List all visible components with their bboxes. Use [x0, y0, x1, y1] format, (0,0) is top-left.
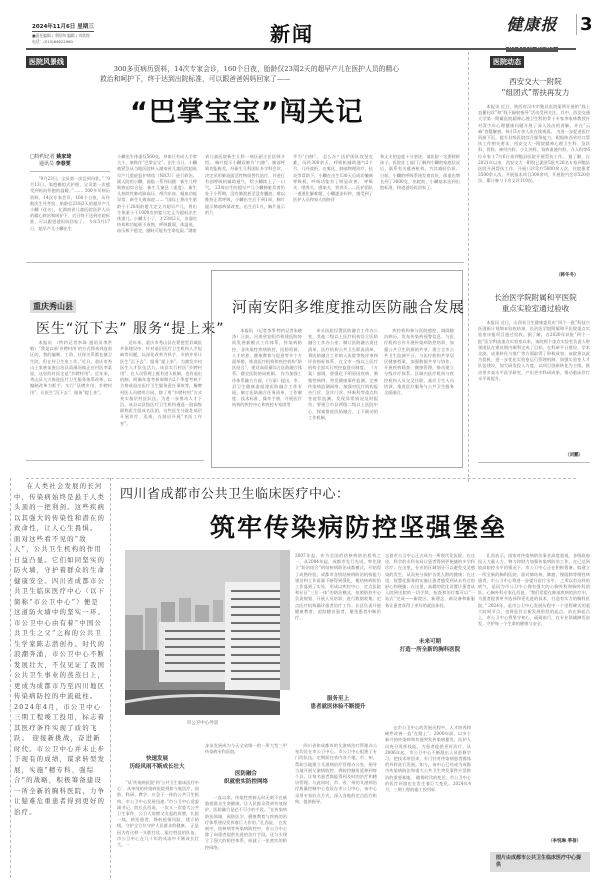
article2-headline-line2: 重点实验室通过验收	[501, 304, 570, 313]
feature-bottom-rule	[26, 262, 464, 263]
sichuan-credit: （李悦琳 季蓓）	[548, 839, 582, 844]
byline-role: □特约记者	[30, 154, 55, 160]
photo-credit-box: 图片由成都市公共卫生临床医疗中心提供	[490, 852, 590, 872]
section-f-body: 孔西表示，国家对传染病防治事业高度重视，各级政府投入大量人力、物力和财力加强传染病防治工作。在已达到较高防控水平的情况下，市公卫中心正在积极筹备，拟建立一所全新的胸科医院，面对肺结核、肺癌、慢阻肺等慢性病患者，市公卫中心将进一步提升医疗水平。 之所以有这样的底气，是因为市公卫中心拥有强大的心胸外科和胸外科团队。心胸外科专家孔西说，“我们希望在肺部疾病的治疗中，为患者提供更多选择和更先进的技术，打造有实力的胸科医院。” 2024年，是市公卫中心发展历程中一个里程碑式的重大时间节点，也将是其全新发展阶段的起点。站在新起点上，市公卫中心将坚守初心，砥砺前行，在专业领域踔厉奋发，守护每一个生命的健康与安全。	[478, 553, 590, 627]
section-c-continued: 2007年起，作为全国的结核病防治机构之一，从2004年起，成都市先行先试，率先建立“防治结合”的结核病防治成都模式，开始得了成熟经验，成都市各级结核病防治机构能力建设和工作质量不断得到强化，使结核病防治工作落到了实处，形成以疾控中心、定点医院和社区“三位一体”的防治模式，按照防控中心负责规划、开展人员培训，进行数据收集；定点医疗机构确诊患者治疗工作；社区负责开展健康教育，追踪随访患者，避免患者中断治疗。	[295, 553, 381, 621]
chongqing-tag: 重庆秀山县	[30, 300, 76, 313]
feature-column-1: “9月23日，宝贝第一次尝到母乳。” “9月13日，家庭模拟式护理，宝贝第一次感受到妈妈怀抱的温暖。” …… 300多页病历资料，14次专家会诊，160个日夜，历经数次生死考验，胎龄仅23周2天的超早产儿小麟（化名），在湖南省儿童医院医护人员的精心救治和呵护下，近日终于达到出院标准，可以跟爸爸妈妈回家了。 今年5月17日，超早产儿小麟出生	[30, 176, 110, 231]
article2-body: 本报讯 近日，山西省卫生健康委发布“四个一批”科技兴医创新计划期末验收结果，长治医学院附属和平医院重点实验室申报项目通过验收。据了解，自2020年获批“四个一批”医学科技重点实验室以来，该院两个重点实验室负责人带领团队在建设期内顺利完成了目标，在科研平台建设、学术交流、成果转化与推广等方面取得了积极成效。该院将以此为契机，进一步优化实验室运行管理机制，加强实验室人才队伍建设，加大研发投入力度，以项目创新转化为主线，推动更多高水平医学研究，产出更多科研成果，推动临床诊疗水平再提升。	[478, 320, 590, 381]
feature-column-3: 省儿童医院新生儿科一病区副主任医师介绍。 胸片提示小麟双肺为“白肺”，肺部呼吸功能极差，经新生儿科团队多学科会诊，决定采用肺表面活性物质替代治疗，并进行有创呼吸机辅助通气，给小麟续上了一口气。 23周出生的超早产儿小麟肺脏发育仍处于小管期，没有肺泡甚至没有囊泡，难以维持正常呼吸。小麟出生后不到1周，胸片提示肺部病情改变，出生后1月，胸片显示的几	[205, 154, 285, 215]
page-number: 3	[576, 14, 593, 35]
section-e-body: 志着市公卫中心正式成为一所现代化医院。在这里，科学的专科布局让患者得到更便捷的多学科诊疗；在这里，专业的区域划分可以避免交叉感染的发生，从而充分保护各类人群的健康；在这里，智慧化服务的实施让患者感受到从未有过的舒心和便捷；在这里，高精的优化设置让患者从入院到出院的一切手续，检查和治疗都可以“一站式”完成——新院区、新理念、新设备和新服务让患者获得了更好的就医体验。	[385, 553, 475, 608]
section-d-subtitle: 患者就医体验不断提升	[310, 704, 366, 710]
section-d-title: 服务至上	[326, 696, 349, 702]
article1-body: 本报讯 近日，陕西省汉中市勉县医院案例开展的“线上直播问诊”和“线下辐射指导”活动受到关注。其中，西安交通大学第一附属医院精神心理卫生科的骨干专家李家林教授针对青少年心理健康问题开展了深入浅出的讲解，并在“云端”答疑解惑，吸引3万余人次在线观看。 为进一步促进医疗资源下沉，提升县级医院综合服务能力，根据陕西省对口帮扶工作相关要求，西安交大一附院精神心理卫生科、急诊科、骨科、神经内科、小儿外科、肾病血液内科、介入科等6位专家于7月6日来到勉县医院开展帮扶工作。 据了解，自2021年以来，西安交大一附院已派驻5批共26名专家到勉县医院开展帮扶工作，开展门诊诊疗5000余人次，住院患者3500余人次，开展技术项目300余项，开展院内会诊520余次，累计参与下乡义诊110次。	[478, 104, 590, 184]
section-a-title: 快速发展	[145, 756, 168, 762]
section-c-body: 四川省和成都市的艾滋病治疗管理办公室均设在市公卫中心。市公卫中心组建了专门的队伍，定期前往省内各个地、市、州，帮助当地建立艾滋病治疗管理办公室，指导当地开展艾滋病防控；将防控触角延伸到每个县，让每名患者都能得到及时的治疗和随访管理。与此同时，市、省、州的艾滋病治疗质量控制中心也设在市公卫中心，该中心采用专家驻点方式，深入各地的定点医疗机构，提供指导。	[295, 743, 377, 804]
section-d-body: 在市公卫中心的发展历程中，人才培养和硬件改善一直“在路上”。2000年前，以多个新兴的传染病和其他突发传染病暴发，医护人员充分发挥技能，为患者提供更好治疗。从2006年起，市公卫中心不断派出人员进修学习，把技术带回来，专门针对传染病患者群体的外科进行发展。如今，该中心已经成为成都市传染病防治和重大公共卫生突发事件应急救治的重要基地。 随着时代的变迁，市公卫中心的医疗环境也在发生着巨大变化。2024年4月，三期工程的竣工投用标	[385, 725, 471, 793]
masthead-info	[32, 22, 94, 44]
chongqing-column-2: 近年来，重庆市秀山县在紧密型县域医共体建设中，针对基层医疗卫生机构人才短缺等问题，以深化改革为抓手，多措并举让医生“沉下去”、服务“提上来”。为激发乡村医生人才队伍活力，该县实行村医“乡聘村用”，在人员管理上既有进人机制，也有退出机制，明确年度考核周期内2个季度考核不合格或退出医疗卫生服务责任事故等，解聘村医人员聘用合同。除了用“乡聘村用”方式充实基层村医队伍，为进一步推动人才下沉，该县以县级医疗卫生机构遴选一批高级职称医生组成名医团，这些医生分批赴基层开展诊疗、巡视，在基层开展“名医工作室”。	[120, 340, 202, 426]
photo-extension-graphic	[280, 550, 290, 690]
henan-headline: 河南安阳多维度推动医防融合发展	[232, 298, 465, 316]
section-d-heading	[295, 695, 381, 711]
feature-tag: 医院风景线	[26, 56, 67, 68]
section-a-heading	[117, 755, 197, 771]
phone-line: 电话：(010)64622960	[32, 39, 73, 44]
article2-headline	[478, 292, 593, 314]
sichuan-column-divider	[110, 478, 111, 878]
chongqing-bottom-rule	[26, 460, 204, 461]
article1-headline	[478, 76, 593, 98]
sidebar-bottom-rule	[478, 462, 590, 463]
feature-byline	[30, 154, 110, 168]
section-f-heading	[385, 638, 475, 654]
section-b-body: 一直以来，传染性疾病无时无刻不在威胁着群众生命健康。让人民群众得到有效保护，医防融合是必不可少的手段。“在传染病防治领域，预防医学、健康教育与疾病的治疗体系建设发挥着巨大作用。”孔西说。 在发展中，结核病等传染病防控中，市公卫中心除了向患者提供先进的治疗手段，还与头建立了强大的防控体系，织就了一张密实的防控网络。	[205, 795, 287, 850]
feature-column-4: 乎为“白肺”。 怎么办？医护团队攻坚克难，历经300余天，呼吸机辅助通气2个月，几经波折，在雾化、肺部物理治疗、抗炎等帮助下，小麟在出生130天后成功撤离呼吸机，呼吸功能有了明显改善。 呼吸关、喂养关、感染关、营养关……医护团队一道道化解难题，小麟逐步好转，感受到了医护人员和家人的陪伴	[293, 154, 373, 203]
feature-headline: “巴掌宝宝”闯关记	[130, 97, 364, 128]
sidebar-divider	[468, 52, 469, 482]
editors-line: ■责任编辑 / 李阳和 编辑 / 刘欣悦	[32, 33, 90, 38]
section-b-title: 医防融合	[234, 771, 257, 777]
sichuan-left-border	[10, 478, 11, 878]
masthead-rule	[26, 48, 576, 50]
logo-chinese: 健康报	[506, 15, 558, 34]
section-title: 新闻	[270, 22, 314, 46]
article1-headline-line2: “组团式”帮扶再发力	[501, 88, 570, 97]
byline-divider	[30, 171, 110, 172]
henan-column-2: 牵头医院设置医防融合工作办公室，其他二级以上医疗机构设立医防融合工作办公室；制订医防融合责任清单，医疗机构公共卫生职责清单，将医防融合工作纳入医院等级评审和评价指标体系，在全市一级以上医疗机构全面实行疾控监督员制度。 《方案》强调，要强化不明原因疾病、聚集性病例、突发健康事件监测，完善传染病监测网络，加强对医疗机构报告门诊、急诊门诊、呼吸科等重点科室症状监测，发现异常情况及时报告；要建立市县两级二级以上医院中心，探索推进医防融合、上下联动的工作机制。	[308, 328, 378, 420]
feature-column-2: 小麟出生体重仅560克，身体只有成人手掌大小，被称作“巴掌宝宝”。出生当日，小麟被紧急从当地医院转入湖南省儿童医院超低早产儿重症监护病房（NICU）进行救治。 刚入院的小麟，面临一系列问题：新生儿呼吸窘迫综合征、新生儿窒息（重度）、新生儿持续性肺动脉高压、颅内出血、凝血功能异常、新生儿败血症…… “国际上将出生胎龄小于28周的婴儿定义为超早产儿，将出生体重小于1000克的婴儿定义为超低出生体重儿。小麟太小了，才23周2天，各器官结构和功能极不成熟，呼吸微弱，体温低，血压极不稳定，随时可能有生命危险。”湖南	[117, 154, 197, 234]
byline-name: 李春雯	[55, 161, 71, 167]
photo-caption: 市公卫中心外景	[186, 721, 219, 726]
section-b-subtitle: 织就密实防控网络	[223, 779, 268, 785]
section-f-title: 未来可期	[418, 639, 441, 645]
article2-credit: （刘鹏）	[565, 453, 583, 458]
chongqing-headline: 医生“沉下去” 服务“提上来”	[36, 321, 225, 337]
henan-column-1: 本报讯 （记者李季 特约记者朱晓涛）日前，河南省安阳市构建医防协同发展新模式工作体系，传染病防控、非传染性疾病防控、医防资源、人才培养、健康教育与促进等多个方面举措，推进医疗机构和疾控机构“防医结合”，建设高质量综合医防融合体系，健全医防协同机制。 作为加强工作体系融合方面，《方案》提出，市、县卫生健康委组建医防融合工作专班，制订医防融合任务清单、工作制度、技术标准、操作手册，开展医疗机构的疾控中心和疾控专家团等	[232, 328, 302, 408]
section-b-heading	[205, 770, 287, 786]
sidebar-tag: 医院动态	[490, 56, 524, 68]
section-f-subtitle: 打造一所全新的胸科医院	[399, 647, 461, 653]
hospital-photo-illustration	[125, 550, 280, 715]
sichuan-left-column: 在人类社会发展的长河中，传染病始终是悬于人类头顶的一把利剑。这些疾病以其强大的传染性和潜在的致命性，让人心生畏惧。 面对这些看不见的“敌人”，公共卫生机构的作用日益凸显。它们如同坚实的防火墙，守护着群众的生命健康安全。四川省成都市公共卫生临床医疗中心（以下简称“市公卫中心”）便是这道防火墙中的坚实一环。 市公卫中心由有着“中国公共卫生之父”之称的公共卫生学家陈志潜创办。时代的浪潮奔涌，市公卫中心不断发展壮大，不仅见证了我国公共卫生事业的蒸蒸日上，更成为成都市乃至四川地区传染病防控的中流砥柱。2024年4月，市公卫中心三期工程竣工投用，标志着其医疗条件实现了质的飞跃。 迎接新挑战，奋进新时代。市公卫中心并未止步于现有的成绩，谋求转型发展，实施“精专科、强综合”的战略，积极筹备建设一所全新的胸科医院，力争让疑难危重患者得到更好的治疗。	[14, 483, 106, 816]
byline-role: 通讯员	[39, 161, 55, 167]
section-a-subtitle: 历经风雨不断成长壮大	[129, 764, 185, 770]
hospital-building-photo	[125, 550, 280, 715]
section-b-lead: 步步发展成为今天全省唯一的一所大型三甲传染病专科医院。	[205, 743, 287, 755]
article2-headline-line1: 长治医学院附属和平医院	[494, 293, 577, 302]
feature-column-5: 和丈夫的态度十分坚决，请医院一定要救救孩子。医院社工部门了解到小麟的家庭状况后，联系有关慈善机构，为其减轻负担。 日前，小麟的呼吸系统发育良好，体重也增长到了3000克，出院前，小麟基本达到出院标准，和爸爸妈妈回家了。	[380, 154, 460, 191]
byline-name: 姚家琦	[56, 154, 72, 160]
sichuan-top-border	[26, 478, 576, 479]
article1-credit: （韩冬冬）	[556, 273, 579, 278]
henan-column-3: 疾控机构参与医院感控，调阅随访病历，发布传染病预警信息。与医疗机构合作开展传染病防控培训，加强公共卫生资源的共享，建立全市公共卫生监测平台。与医疗机构共享居民健康档案，加强数据共享与协作，开展疾病筛查、健康管理，推动建立分级诊疗体系。区域内医疗机构与疾控机构人员交叉任职，基层卫生人员培训，推进医疗服务与公共卫生服务全面融合。	[384, 328, 454, 396]
photo-right-extension	[280, 550, 290, 690]
feature-lead: 300多页病历资料，14次专家会诊，160个日夜，胎龄仅23周2天的超早产儿在医护人员的精心救治和呵护下，终于达到出院标准，可以跟爸爸妈妈回家了——	[100, 65, 400, 83]
section-a-body: “从‘传染病医院’到‘公共卫生临床医疗中心’，从单纯的传染病医院到如今集医疗、预防、科研、教学、应急于一体的公共卫生机构，市公卫中心发展迅速。”市公卫中心党委副书记、院长孔西说，一次又一次重大公共卫生事件，公卫人肩膀又支起的肩膀，扎根一线，救治患者，降低疫情风险，建立防线，守护全方位守护人民群众的健康。 正是因为有这样一支敢打仗、能打胜仗的队伍，市公卫中心在几十年的风雨中不断成长壮大。一	[117, 780, 199, 848]
article1-headline-line1: 西安交大一附院	[509, 77, 562, 86]
chongqing-column-1: 本报讯 （特约记者李珠 通讯员李洪敏）“我是以前‘乡聘村用’的方式将来到连南区的，我的编制、工资、社保关系都在镇卫生院，但在村卫生室工作。”近日，重庆市秀山土家族苗族自治县清溪场镇正在村医李某说，这里的村医全是“乡聘村用”。近年来，秀山县大力推进医疗卫生服务体系改革，以编制改革为抓手，实行“县聘乡用、乡聘村用”，让医生“沉下去”、服务“提上来”。	[30, 340, 112, 395]
sichuan-headline-line2: 筑牢传染病防控坚强堡垒	[210, 513, 508, 542]
sichuan-headline-line1: 四川省成都市公共卫生临床医疗中心：	[120, 487, 350, 502]
issue-date: 2024年11月6日 星期三	[32, 24, 94, 30]
